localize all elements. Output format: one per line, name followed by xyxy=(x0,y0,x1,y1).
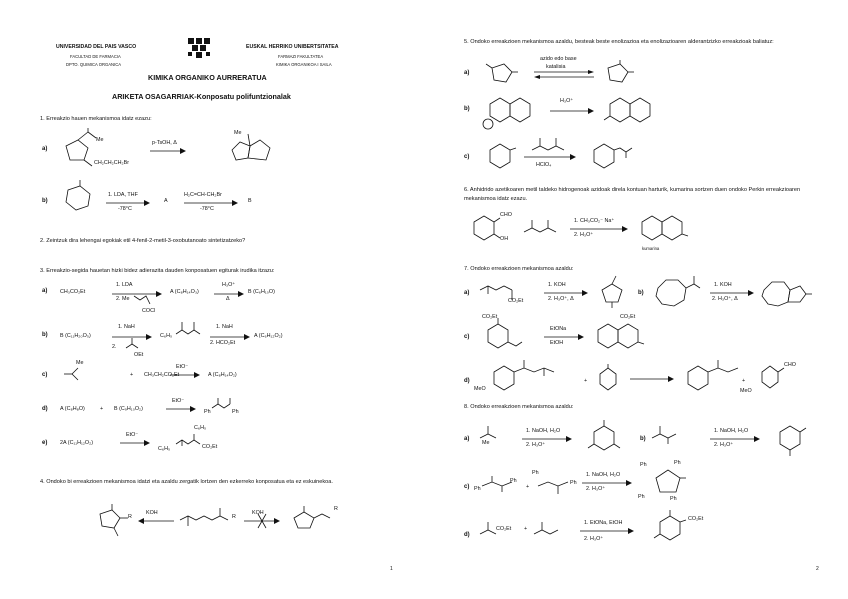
q7d-benzaldehyde xyxy=(594,364,624,394)
q6-product-name: kumarina xyxy=(642,246,660,251)
q5b-reagent: H₃O⁺ xyxy=(560,98,574,104)
q8c-product-ph-4: Ph xyxy=(670,496,677,502)
q3c-me: Me xyxy=(76,360,84,366)
q8a-reactant xyxy=(480,424,520,450)
q8c-plus: + xyxy=(526,484,530,490)
q3e-label: e) xyxy=(42,440,48,446)
q7c-product xyxy=(590,318,650,358)
q8c-dibenzylketone xyxy=(538,474,578,498)
q3b-reagent-2: 2. xyxy=(112,344,117,350)
page-number-1: 1 xyxy=(390,566,393,572)
q5a-product xyxy=(600,60,640,86)
q1a-product-me: Me xyxy=(234,130,242,136)
q3d-label: d) xyxy=(42,406,48,412)
q8c-reagent-bot: 2. H₃O⁺ xyxy=(586,486,606,492)
q3d-plus: + xyxy=(100,406,104,412)
q3e-c6h5-top: C₆H₅ xyxy=(194,425,207,431)
q4-left-arrow xyxy=(138,518,174,524)
q5b-reactant xyxy=(480,88,540,132)
q1b-step2-temp: -78°C xyxy=(200,206,214,212)
q7d-product xyxy=(678,356,748,396)
q3e-start: 2A (C₁₁H₁₂O₂) xyxy=(60,440,94,446)
q3e-reagent: EtO⁻ xyxy=(126,432,139,438)
q3e-arrow xyxy=(120,440,150,446)
q5a-reagent-bot: katalisia xyxy=(546,64,566,70)
q3b-reagent-4: 2. HCO₂Et xyxy=(210,340,236,346)
q7a-product xyxy=(594,276,634,310)
q5c-cyclohexanone xyxy=(482,140,518,172)
q4-right-r: R xyxy=(334,506,338,512)
q3b-product: A (C₆H₁₂O₂) xyxy=(254,333,283,339)
q1a-label: a) xyxy=(42,146,48,152)
university-name-eu: EUSKAL HERRIKO UNIBERTSITATEA xyxy=(246,44,339,50)
q3b-reagent-1: 1. NaH xyxy=(118,324,135,330)
q7b-reagent-top: 1. KOH xyxy=(714,282,732,288)
q3b-oet: OEt xyxy=(134,352,144,358)
q8d-ester xyxy=(480,520,524,544)
q8d-product xyxy=(650,508,694,552)
q8a-mesitylene xyxy=(584,420,624,460)
q7c-product-co2et: CO₂Et xyxy=(620,314,636,320)
q6-reagent-top: 1. CH₃CO₂⁻ Na⁺ xyxy=(574,218,615,224)
q8d-arrow xyxy=(580,528,634,534)
q8a-reagent-bot: 2. H₃O⁺ xyxy=(526,442,546,448)
page-number-2: 2 xyxy=(816,566,819,572)
q1b-step1-reagent: 1. LDA, THF xyxy=(108,192,138,198)
q7d-product-meo: MeO xyxy=(740,388,752,394)
q3a-product: B (C₆H₁₀O) xyxy=(248,289,275,295)
q1a-reagent: p-TsOH, Δ xyxy=(152,140,177,146)
question-5: 5. Ondoko erreakzioen mekanismoa azaldu, besteak beste enolizazioa eta enolizazioaren alderantzizko erreakzioak baliatuz: xyxy=(464,39,774,45)
q8c-label: c) xyxy=(464,484,470,490)
q7c-reagent-bot: EtOH xyxy=(550,340,564,346)
question-3: 3. Erreakzio-segida hauetan hizki bidez adierazita dauden konposatuen egiturak irudika itzazu: xyxy=(40,268,275,274)
q5c-arrow xyxy=(524,154,576,160)
q7b-reagent-bot: 2. H₃O⁺, Δ xyxy=(712,296,738,302)
q3d-b: B (C₉H₁₀O₂) xyxy=(114,406,143,412)
q7a-label: a) xyxy=(464,290,470,296)
q1b-intermediate-a: A xyxy=(164,198,168,204)
q3a-label: a) xyxy=(42,288,48,294)
q3b-c6h5: C₆H₅ xyxy=(160,333,173,339)
q4-right-reagent: KOH xyxy=(252,510,264,516)
q7b-reactant xyxy=(650,274,706,314)
q8a-reagent-top: 1. NaOH, H₂O xyxy=(526,428,561,434)
q8c-ph-3: Ph xyxy=(532,470,539,476)
q1a-me: Me xyxy=(96,137,104,143)
course-title: KIMIKA ORGANIKO AURRERATUA xyxy=(148,73,267,82)
q3b-diketone xyxy=(176,320,206,340)
q5b-label: b) xyxy=(464,106,470,112)
q3a-intermediate: A (C₈H₁₄O₃) xyxy=(170,289,199,295)
faculty-eu: FARMAZI FAKULTATEA xyxy=(278,54,324,59)
q8c-product-ph-2: Ph xyxy=(674,460,681,466)
q3e-co2et: CO₂Et xyxy=(202,444,218,450)
department-eu: KIMIKA ORGANIKOA I SAILA xyxy=(276,62,332,67)
q1a-sidechain: CH₂CH₂CH₂Br xyxy=(94,160,130,166)
q3b-reagent-3: 1. NaH xyxy=(216,324,233,330)
q8b-product xyxy=(770,420,810,460)
q5a-reactant xyxy=(484,60,524,86)
q6-reagent-bot: 2. H₃O⁺ xyxy=(574,232,594,238)
q7c-reactant xyxy=(480,318,530,358)
q5b-arrow xyxy=(550,108,594,114)
department-es: DPTO. QUIMICA ORGANICA xyxy=(66,62,122,67)
q8d-reagent-bot: 2. H₃O⁺ xyxy=(584,536,604,542)
q8a-label: a) xyxy=(464,436,470,442)
q6-cho: CHO xyxy=(500,212,512,218)
q8d-reagent-top: 1. EtONa, EtOH xyxy=(584,520,623,526)
q7a-reagent-bot: 2. H₃O⁺, Δ xyxy=(548,296,574,302)
q4-left-r: R xyxy=(128,514,132,520)
q8d-ketoaldehyde xyxy=(534,520,578,544)
q1b-step1-temp: -78°C xyxy=(118,206,132,212)
q3d-arrow xyxy=(166,406,196,412)
q1b-cyclohexanone xyxy=(58,180,98,216)
question-2: 2. Zeintzuk dira lehengai egokiak etil 4-fenil-2-metil-3-oxobutanoato sintetizatzeko? xyxy=(40,238,246,244)
question-1: 1. Erreakzio hauen mekanismoa idatz ezazu: xyxy=(40,116,152,122)
q6-salicylaldehyde xyxy=(468,212,504,246)
q3b-label: b) xyxy=(42,332,48,338)
q8c-ph-4: Ph xyxy=(570,480,577,486)
q7c-label: c) xyxy=(464,334,470,340)
question-8: 8. Ondoko erreakzioen mekanismoa azaldu: xyxy=(464,404,574,410)
q7a-co2et: CO₂Et xyxy=(508,298,524,304)
q3d-a: A (C₈H₈O) xyxy=(60,406,85,412)
q3a-reagent-1: 1. LDA xyxy=(116,282,133,288)
q3d-reagent: EtO⁻ xyxy=(172,398,185,404)
q7a-reactant xyxy=(480,280,530,310)
q3a-start: CH₃CO₂Et xyxy=(60,289,86,295)
university-name-es: UNIVERSIDAD DEL PAIS VASCO xyxy=(56,44,137,50)
q6-anhydride xyxy=(524,218,568,238)
q8c-ph-left: Ph xyxy=(474,486,481,492)
q7c-co2et: CO₂Et xyxy=(482,314,498,320)
q3a-cocl: COCl xyxy=(142,308,156,314)
question-4: 4. Ondoko bi erreakzioen mekanismoa idatzi eta azaldu zergatik lortzen den ezkerreko konposatua eta ez eskuinekoa. xyxy=(40,479,333,485)
question-7: 7. Ondoko erreakzioen mekanismoa azaldu: xyxy=(464,266,574,272)
q1a-reactant-structure xyxy=(58,128,148,176)
q5a-label: a) xyxy=(464,70,470,76)
sheet-title: ARIKETA OSAGARRIAK-Konposatu polifuntzionalak xyxy=(112,92,291,101)
q5c-reagent: HClO₄ xyxy=(536,162,552,168)
q4-right-arrow xyxy=(244,518,280,524)
q1b-label: b) xyxy=(42,198,48,204)
faculty-es: FACULTAD DE FARMACIA xyxy=(70,54,121,59)
q4-diketone xyxy=(180,506,236,536)
q5b-product xyxy=(600,88,660,132)
q7d-arrow xyxy=(630,376,674,382)
q3c-plus: + xyxy=(130,372,134,378)
q8c-reagent-top: 1. NaOH, H₂O xyxy=(586,472,621,478)
q3d-ph-left: Ph xyxy=(204,409,211,415)
q3b-start: B (C₁₁H₂₀O₅) xyxy=(60,333,91,339)
q8d-plus: + xyxy=(524,526,528,532)
q3e-c6h5-left: C₆H₅ xyxy=(158,446,171,452)
q3a-reagent-3: H₃O⁺ xyxy=(222,282,236,288)
q3c-arrow xyxy=(170,372,200,378)
q5c-product xyxy=(586,138,638,170)
q3a-reagent-4: Δ xyxy=(226,296,230,302)
q8b-reactant xyxy=(652,424,692,450)
q4-left-product xyxy=(92,504,132,538)
q7d-reactant xyxy=(484,356,574,396)
q8a-me: Me xyxy=(482,440,490,446)
q5a-reagent-top: azido edo base xyxy=(540,56,577,62)
q7d-plus-2: + xyxy=(742,378,746,384)
university-logo xyxy=(186,36,214,62)
q8c-ph-right: Ph xyxy=(510,478,517,484)
q8c-product-ph-1: Ph xyxy=(640,462,647,468)
q7b-label: b) xyxy=(638,290,644,296)
q6-coumarin xyxy=(636,212,692,246)
q8d-co2et: CO₂Et xyxy=(496,526,512,532)
q5c-label: c) xyxy=(464,154,470,160)
q7d-product-cho: CHO xyxy=(784,362,796,368)
q5c-anhydride xyxy=(532,136,576,156)
q8b-label: b) xyxy=(640,436,646,442)
q3d-ph-right: Ph xyxy=(232,409,239,415)
q3c-ester: CH₃CH₂CO₂Et xyxy=(144,372,180,378)
q8d-label: d) xyxy=(464,532,470,538)
q4-right-product xyxy=(290,504,340,534)
q8c-product-ph-3: Ph xyxy=(638,494,645,500)
q3c-label: c) xyxy=(42,372,48,378)
q7b-product xyxy=(758,276,814,312)
q7c-reagent-top: EtONa xyxy=(550,326,567,332)
q7d-meo: MeO xyxy=(474,386,486,392)
q4-diketone-r: R xyxy=(232,514,236,520)
q3a-reagent-2: 2. Me xyxy=(116,296,130,302)
q8d-product-co2et: CO₂Et xyxy=(688,516,704,522)
question-6: 6. Anhidrido azetikoaren metil taldeko hidrogenoak azidoak direla kontuan harturik, kumarina sortzen duen ondoko Perkin erreakzioaren mekanismoa idatz ezazu. xyxy=(464,187,801,202)
q7d-label: d) xyxy=(464,378,470,384)
q5a-equilibrium-arrow xyxy=(534,70,594,80)
q8b-reagent-bot: 2. H₃O⁺ xyxy=(714,442,734,448)
q8b-reagent-top: 1. NaOH, H₂O xyxy=(714,428,749,434)
q8c-cyclopentadienone xyxy=(646,462,690,504)
page-2 xyxy=(424,0,848,599)
q1b-step2-reagent: H₂C=CH-CH₂Br xyxy=(184,192,222,198)
q3c-reagent: EtO⁻ xyxy=(176,364,189,370)
q3c-product: A (C₈H₁₄O₂) xyxy=(208,372,237,378)
q7a-reagent-top: 1. KOH xyxy=(548,282,566,288)
q1b-product-b: B xyxy=(248,198,252,204)
q6-oh: OH xyxy=(500,236,509,242)
q3a-acyl-chain xyxy=(134,294,152,308)
q7d-plus: + xyxy=(584,378,588,384)
q1a-arrow xyxy=(150,148,186,154)
q4-left-reagent: KOH xyxy=(146,510,158,516)
